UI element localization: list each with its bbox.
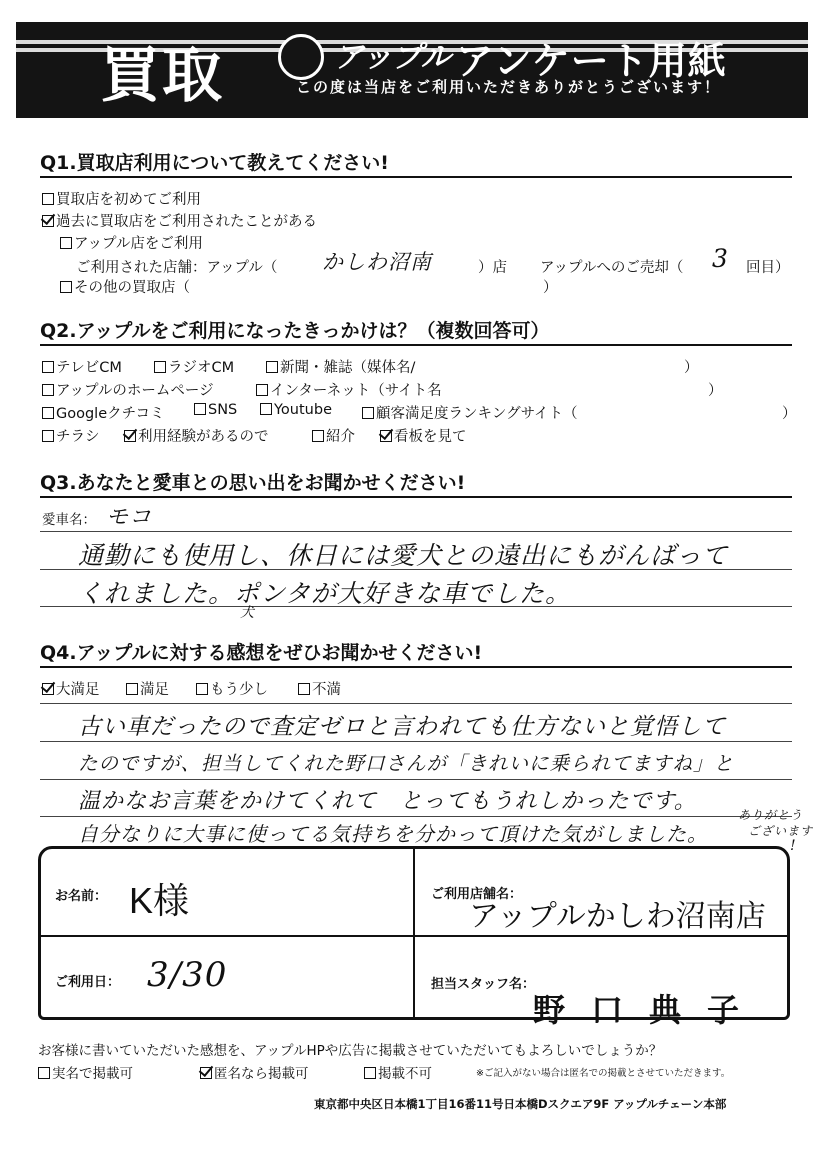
q4-aside-line1: ありがとう [738,808,804,822]
q1-count-suffix: 回目） [746,260,790,276]
q2-option-youtube[interactable] [260,402,332,418]
name-value: K様 [129,880,190,921]
option-label: 不満 [312,682,341,698]
checkbox[interactable] [260,403,272,415]
write-line [40,531,792,532]
q2-option-radio[interactable] [154,356,234,377]
q1-option-used-before[interactable] [42,210,317,231]
q4-comment-line4: 自分なりに大事に使ってる気持ちを分かって頂けた気がしました。 [78,822,708,846]
staff-value: 野口典子 [533,991,766,1029]
option-label: ラジオCM [168,360,235,376]
checkbox-checked[interactable] [42,215,54,227]
checkbox[interactable] [194,403,206,415]
checkbox[interactable] [42,407,54,419]
header-subtitle: この度は当店をご利用いただきありがとうございます！ [296,78,722,96]
header-brand: アップル [334,40,451,75]
option-label: 実名で掲載可 [52,1066,133,1082]
write-line [40,779,792,780]
header-banner [16,22,808,118]
checkbox[interactable] [364,1067,376,1079]
option-label: 満足 [140,682,169,698]
header-title: アンケート用紙 [456,39,727,83]
footer-option-no[interactable] [364,1062,432,1082]
option-label: 新聞・雑誌（媒体名/ [280,360,416,376]
divider [40,496,792,498]
q2-option-experience[interactable] [124,425,269,446]
write-line [40,741,792,742]
q1-option-other[interactable] [60,276,190,297]
footer-question: お客様に書いていただいた感想を、アップルHPや広告に掲載させていただいてもよろしいでしょうか？ [38,1043,663,1059]
q1-store-value: かしわ沼南 [322,250,432,274]
checkbox[interactable] [154,361,166,373]
write-line [40,703,792,704]
checkbox[interactable] [38,1067,50,1079]
store-value: アップルかしわ沼南店 [469,899,766,934]
q3-car-value: モコ [106,505,153,530]
q3-car-label: 愛車名： [42,512,96,528]
q2-option-referral[interactable] [312,425,355,446]
customer-info-box [38,846,790,1029]
option-label: 看板を見て [394,429,467,445]
footer-option-anonymous[interactable] [200,1062,309,1082]
q1-option-apple[interactable] [60,232,203,253]
divider [40,666,792,668]
header-big-text: 買取 [100,41,224,111]
option-label: 紹介 [326,429,355,445]
q4-comment-line3: 温かなお言葉をかけてくれて とってもうれしかったです。 [78,789,697,814]
option-label: Youtube [274,402,332,418]
option-label: アップルのホームページ [56,383,214,399]
q4-option-satisfied[interactable] [126,678,169,699]
option-label: 大満足 [56,682,100,698]
q2-paren-close: ） [782,406,797,422]
checkbox[interactable] [298,683,310,695]
q4-comment-line1: 古い車だったので査定ゼロと言われても仕方ないと覚悟して [78,714,726,740]
q4-option-somewhat[interactable] [196,678,268,699]
checkbox[interactable] [42,361,54,373]
q2-option-internet[interactable] [256,379,442,400]
q4-aside-line3: ! [790,838,797,854]
q4-title: Q4.アップルに対する感想をぜひお聞かせください! [40,642,483,664]
footer-address: 東京都中央区日本橋1丁目16番11号日本橋Dスクエア9F アップルチェーン本部 [314,1097,727,1111]
store-label: ご利用店舗名： [431,887,523,902]
q2-option-sns[interactable] [194,402,237,418]
option-label: 利用経験があるので [138,429,269,445]
divider [40,176,792,178]
option-label: テレビCM [56,360,122,376]
write-line [40,816,792,817]
staff-label: 担当スタッフ名： [431,977,536,992]
write-line [40,606,792,607]
q4-option-dissatisfied[interactable] [298,678,341,699]
q2-option-ranking[interactable] [362,402,578,423]
q2-option-homepage[interactable] [42,379,214,400]
checkbox[interactable] [42,384,54,396]
q1-title: Q1.買取店利用について教えてください! [40,152,389,174]
option-label: その他の買取店（ [74,280,190,296]
q4-comment-line2: たのですが、担当してくれた野口さんが「きれいに乗られてますね」と [78,752,735,775]
option-label: Googleクチコミ [56,406,165,422]
checkbox-checked[interactable] [380,430,392,442]
checkbox[interactable] [256,384,268,396]
option-label: アップル店をご利用 [74,236,203,252]
q4-aside-line2: ございます [748,824,814,838]
option-label: 過去に買取店をご利用されたことがある [56,214,317,230]
q1-store-label: ご利用された店舗：アップル（ [76,260,278,276]
box-divider [41,935,787,937]
q1-count-value: 3 [712,244,729,273]
q1-option-first-time[interactable] [42,188,201,209]
option-label: 掲載不可 [378,1066,432,1082]
checkbox-checked[interactable] [200,1067,212,1079]
q2-paren-close: ） [708,383,723,399]
apple-logo-icon [278,34,324,80]
q2-option-flyer[interactable] [42,425,100,446]
divider [40,344,792,346]
box-divider [413,849,415,1017]
q3-memory-note: 犬 [240,605,255,621]
q2-option-newspaper[interactable] [266,356,415,377]
q1-count-label: アップルへのご売却（ [540,260,684,276]
checkbox[interactable] [196,683,208,695]
option-label: チラシ [56,429,100,445]
q2-option-signboard[interactable] [380,425,467,446]
checkbox[interactable] [60,237,72,249]
q3-title: Q3.あなたと愛車との思い出をお聞かせください! [40,472,466,494]
checkbox[interactable] [42,193,54,205]
q2-option-tv[interactable] [42,356,122,377]
q1-store-suffix: ）店 [478,260,507,276]
name-label: お名前： [55,889,108,904]
checkbox[interactable] [60,281,72,293]
q2-title: Q2.アップルをご利用になったきっかけは？（複数回答可） [40,320,550,342]
checkbox-checked[interactable] [42,683,54,695]
checkbox[interactable] [362,407,374,419]
checkbox-checked[interactable] [124,430,136,442]
option-label: インターネット（サイト名 [270,383,442,399]
q1-other-close: ） [543,280,558,296]
option-label: 買取店を初めてご利用 [56,192,201,208]
checkbox[interactable] [126,683,138,695]
footer-note: ※ご記入がない場合は匿名での掲載とさせていただきます。 [476,1068,731,1079]
option-label: 顧客満足度ランキングサイト（ [376,406,578,422]
date-value: 3/30 [147,955,228,995]
option-label: もう少し [210,682,268,698]
q2-paren-close: ） [684,360,699,376]
checkbox[interactable] [312,430,324,442]
checkbox[interactable] [42,430,54,442]
q4-option-very-satisfied[interactable] [42,678,100,699]
footer-option-realname[interactable] [38,1062,133,1082]
date-label: ご利用日： [55,975,121,990]
q2-option-google[interactable] [42,402,165,423]
option-label: SNS [208,402,238,418]
q3-memory-line1: 通勤にも使用し、休日には愛犬との遠出にもがんばって [78,541,729,570]
checkbox[interactable] [266,361,278,373]
option-label: 匿名なら掲載可 [214,1066,309,1082]
q3-memory-line2: くれました。ポンタが大好きな車でした。 [78,579,572,608]
write-line [40,569,792,570]
